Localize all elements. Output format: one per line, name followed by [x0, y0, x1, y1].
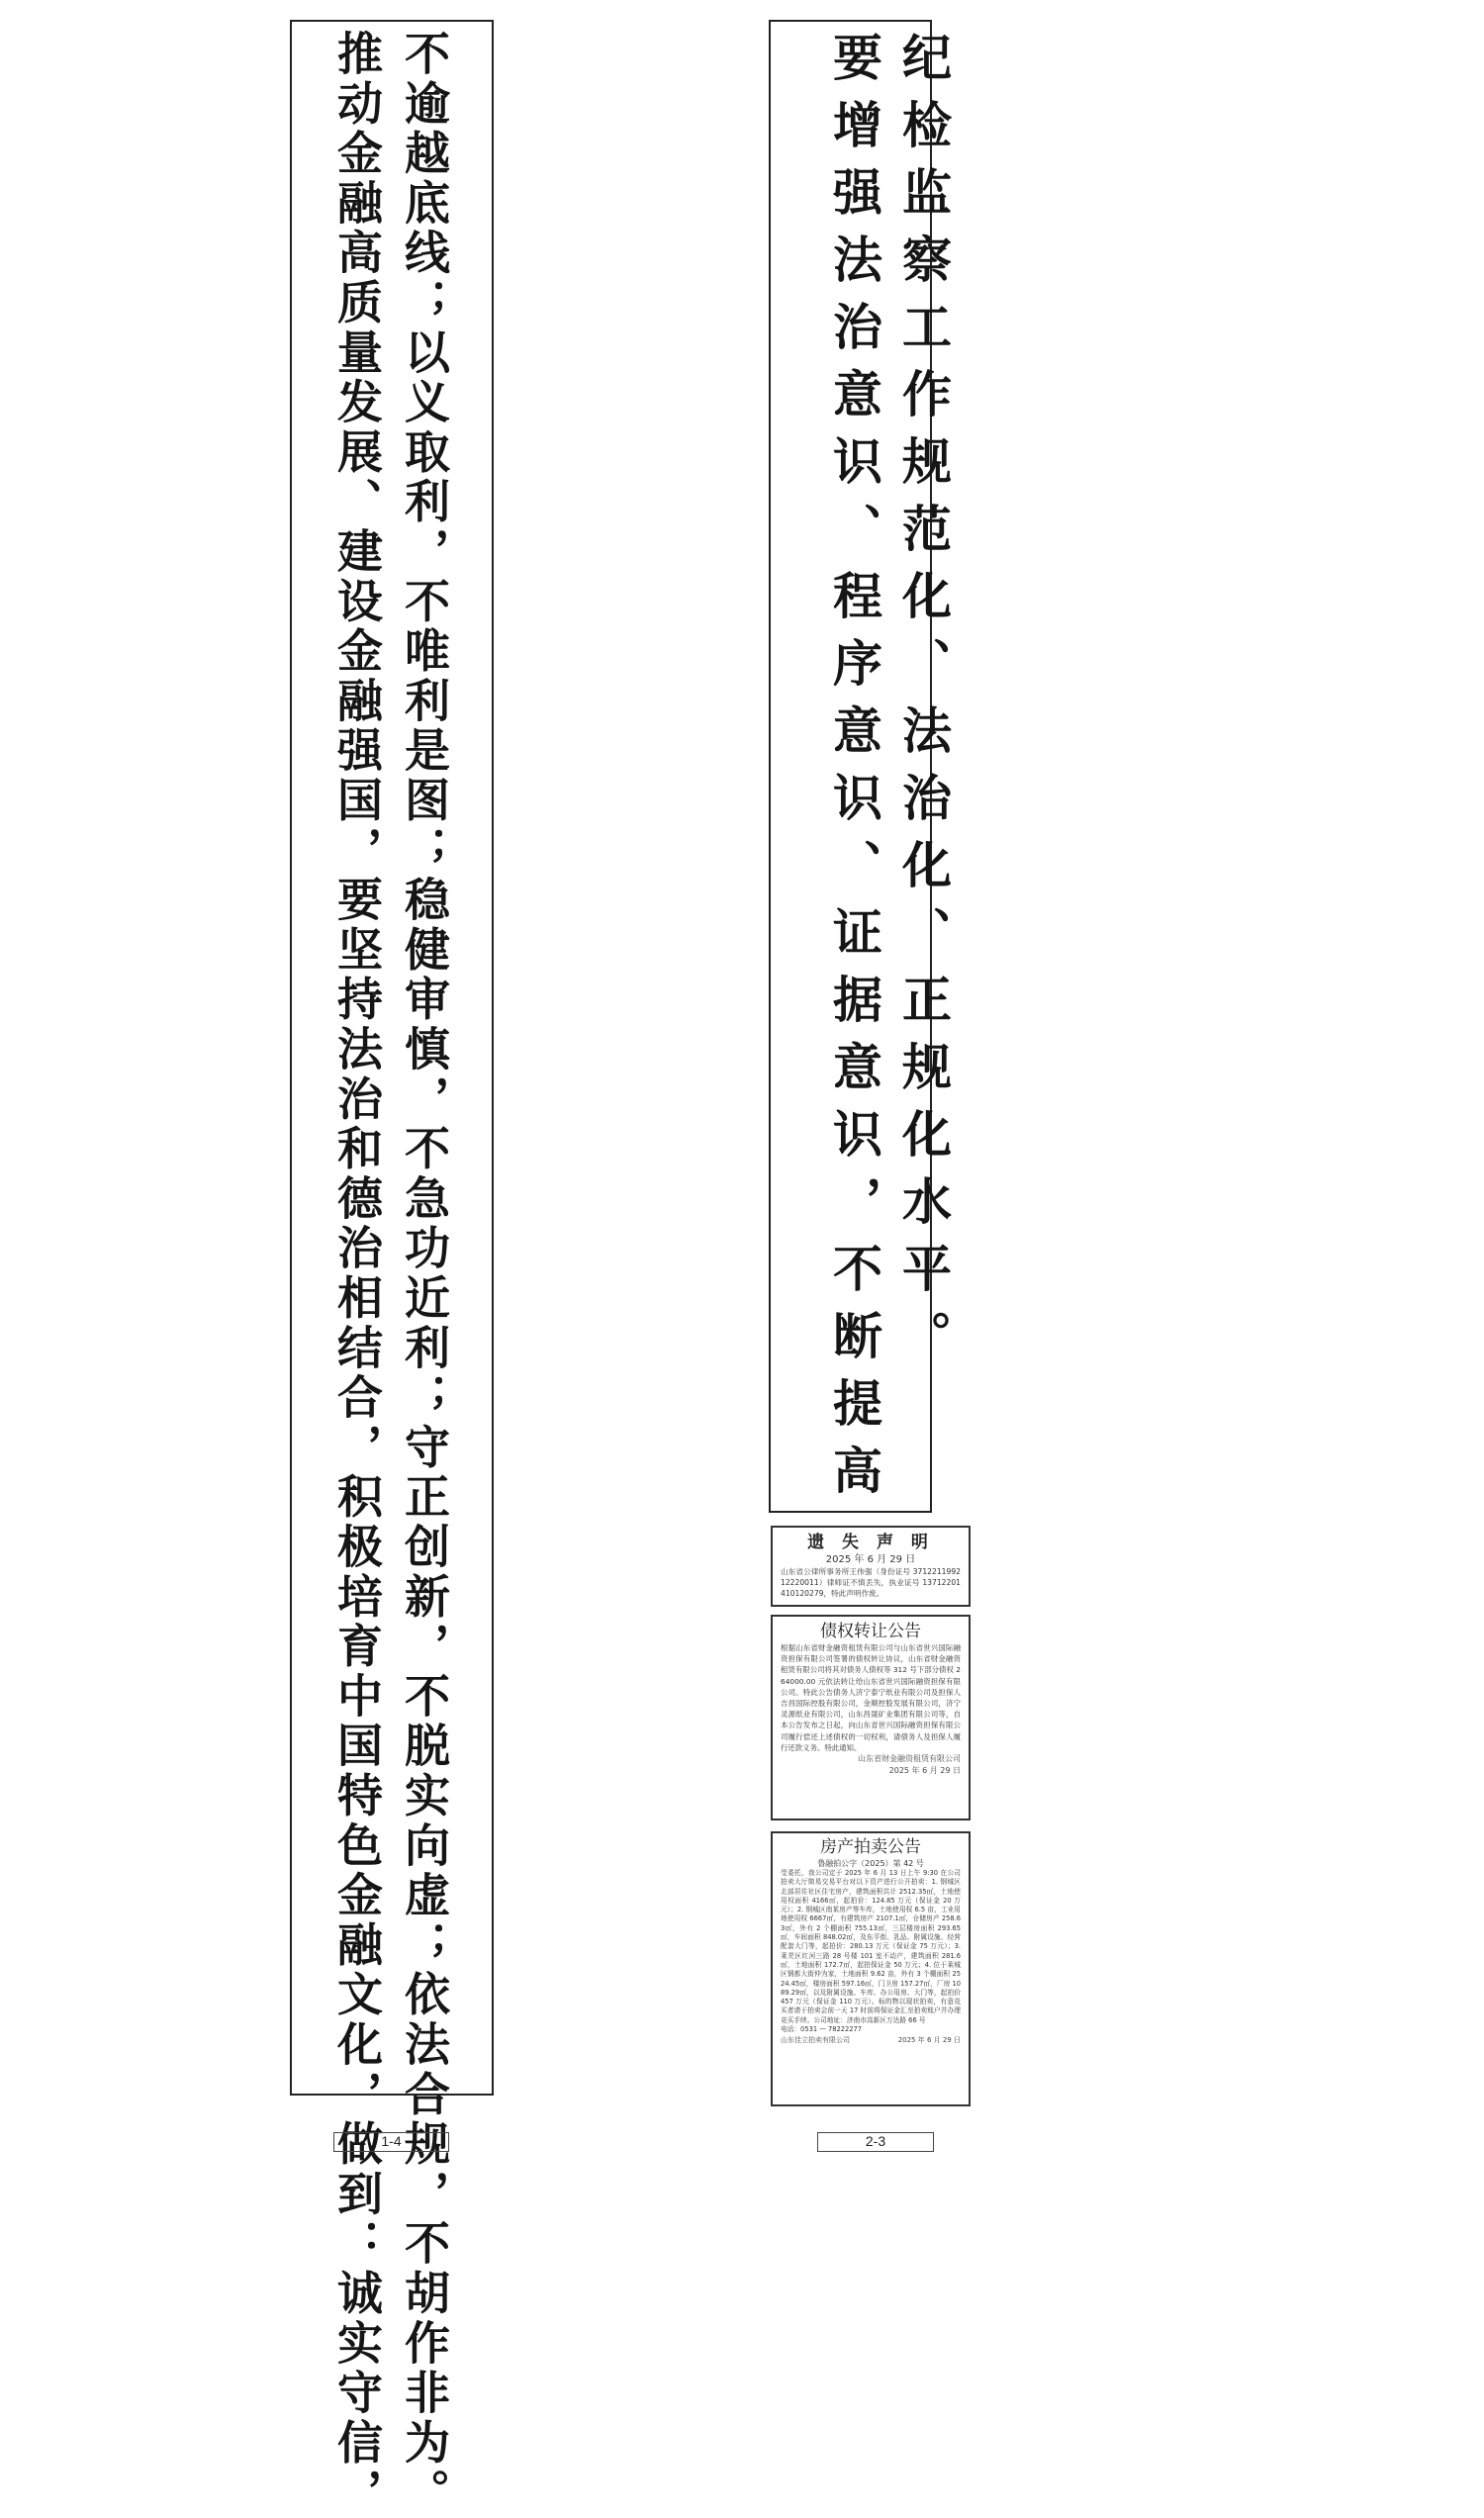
lost-statement-body: 山东省公律所事务所王伟强（身份证号 371221199212220011）律师证不慎丢失，执业证号 13712201410120279，特此声明作废。 — [781, 1567, 961, 1598]
debt-transfer-body: 根据山东省财金融资租赁有限公司与山东省世兴国际融资担保有限公司签署的债权转让协议，山东省财金融资租赁有限公司将其对债务人债权等 312 号下部分债权 264000.00 元依法转让给山东省世兴国际融资担保有限公司。特此公告债务人济宁泰宁纸业有限公司及担保人吉昌国际控股有限公司，金顺控股发展有限公司，济宁灵源纸业有限公司，山东昌晟矿业集团有限公司等，自本公告发布之日起，向山东省世兴国际融资担保有限公司履行偿还上述债权的一切权利，请债务人及担保人履行还款义务。特此通知。 — [781, 1643, 961, 1752]
debt-transfer-date: 2025 年 6 月 29 日 — [888, 1766, 961, 1776]
property-auction-notice — [771, 1831, 971, 2106]
property-auction-number: 鲁融拍公字（2025）第 42 号 — [817, 1859, 924, 1868]
debt-transfer-title: 债权转让公告 — [820, 1622, 921, 1641]
debt-transfer-signer: 山东省财金融资租赁有限公司 — [858, 1754, 961, 1764]
property-auction-phone: 电话：0531 — 78222277 — [781, 2025, 863, 2034]
property-auction-footer — [781, 2034, 961, 2046]
property-auction-signer: 山东佳立拍卖有限公司 — [781, 2036, 850, 2045]
lost-statement-notice — [771, 1526, 971, 1607]
page-number-right: 2-3 — [817, 2132, 934, 2152]
lost-statement-title: 遗 失 声 明 — [807, 1533, 934, 1552]
right-slogan-column-1: 纪检监察工作规范化、法治化、正规化水平。 — [894, 32, 953, 1377]
left-slogan-column-2: 推动金融高质量发展、建设金融强国，要坚持法治和德治相结合，积极培育中国特色金融文化，做到：诚实守信， — [330, 30, 384, 2518]
left-slogan-column-1: 不逾越底线；以义取利，不唯利是图；稳健审慎，不急功近利；守正创新，不脱实向虚；依法合规，不胡作非为。 — [398, 30, 451, 2518]
debt-transfer-notice — [771, 1615, 971, 1820]
property-auction-title: 房产拍卖公告 — [820, 1837, 921, 1857]
left-slogan-panel — [290, 20, 494, 2096]
property-auction-date: 2025 年 6 月 29 日 — [897, 2036, 961, 2045]
page-number-left: 1-4 — [333, 2132, 449, 2152]
right-slogan-column-2: 要增强法治意识、程序意识、证据意识，不断提高 — [825, 32, 883, 1512]
lost-statement-date: 2025 年 6 月 29 日 — [825, 1554, 916, 1565]
property-auction-body: 受委托，我公司定于 2025 年 6 月 13 日上午 9:30 在公司拍卖大厅简易交易平台对以下资产进行公开拍卖：1. 钢城区北部居住社区住宅房产，建筑面积共计 2512.35㎡，土地使用权面积 4166㎡，起拍价：124.85 万元（保证金 20 万元）；2. 钢城区南某房产等车库，土地使用权 6.5 亩，工业用地使用权 6667㎡，有建筑房产 2107.1㎡，仓储房产 258.63㎡，外有 2 个棚面积 755.13㎡，三层楼房面积 293.65㎡，车间面积 848.02㎡，及东平街、乳品、附属设施、经营配套大门等，起拍价：280.13 万元（保证金 75 万元）；3. 莱芜区红河三路 28 号楼 101 室不动产，建筑面积 281.6㎡，土地面积 172.7㎡，起拍保证金 50 万元；4. 位于莱城区钢都大街仲为家，土地面积 9.62 亩，外有 3 个棚面积 2524.45㎡，楼房面积 597.16㎡，门卫房 157.27㎡，厂房 1089.29㎡，以及附属设施、车库、办公用房、大门等，起拍价 457 万元（保证金 110 万元）。标的物以现状拍卖，有意竞买者请于拍卖会前一天 17 时前将保证金汇至拍卖账户并办理竞买手续。公司地址：济南市高新区万达路 66 号 — [781, 1869, 961, 2024]
